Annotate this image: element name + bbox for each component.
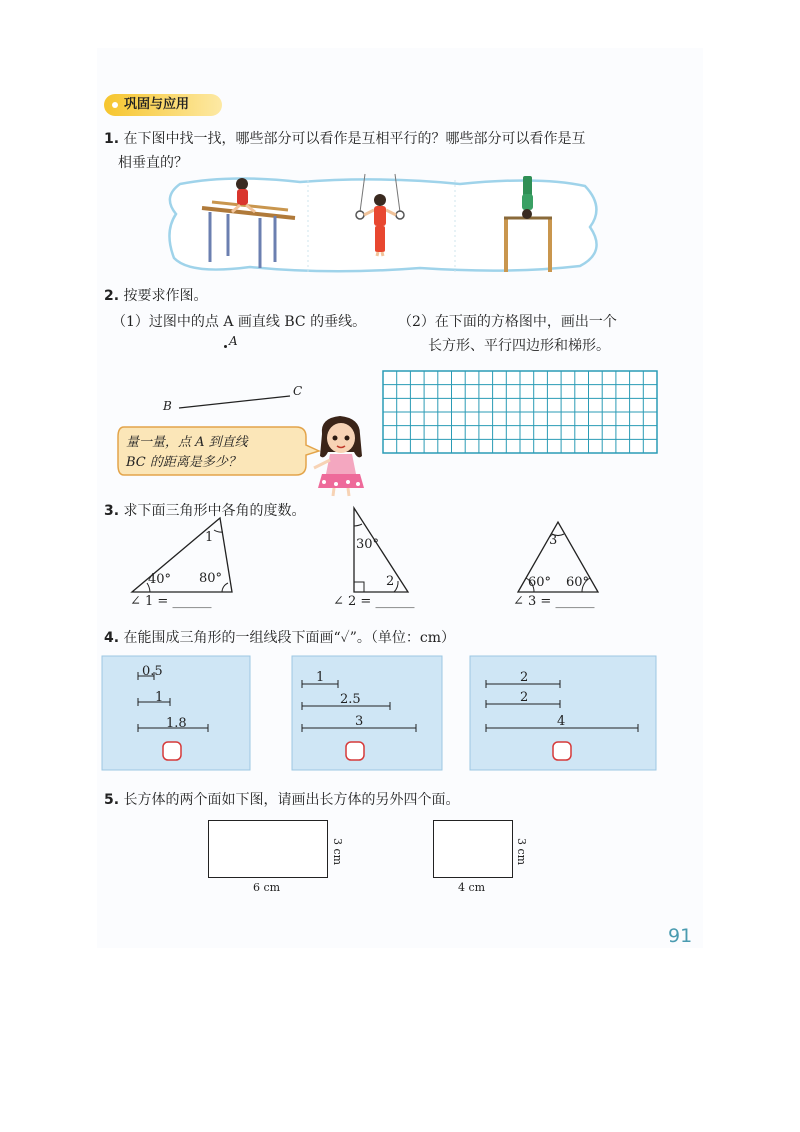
point-a-label: A <box>229 334 238 348</box>
face2-width-label: 4 cm <box>458 881 486 894</box>
section-title: 巩固与应用 <box>124 97 190 112</box>
card-2-checkbox[interactable] <box>346 742 364 760</box>
t3-angle-b: 60° <box>566 575 590 590</box>
card-3 <box>470 656 656 770</box>
card1-seg-c: 1.8 <box>166 716 187 731</box>
t2-mark: 2 <box>386 574 395 589</box>
q5-number: 5. <box>104 792 120 808</box>
q1-line1 <box>104 126 586 152</box>
card2-seg-b: 2.5 <box>340 692 361 707</box>
point-a-dot <box>224 345 227 348</box>
q2-number: 2. <box>104 288 120 304</box>
girl-character-icon <box>310 412 372 498</box>
section-header <box>104 94 222 116</box>
card-2 <box>292 656 442 770</box>
face-1-rect <box>208 820 328 878</box>
bullet-dot-icon <box>112 102 118 108</box>
card-1 <box>102 656 250 770</box>
face1-height-label: 3 cm <box>331 838 344 866</box>
face-2-rect <box>433 820 513 878</box>
q3-number: 3. <box>104 503 120 519</box>
q2-part2-line1: （2）在下面的方格图中，画出一个 <box>398 314 617 330</box>
face1-width-label: 6 cm <box>253 881 281 894</box>
q5-header <box>104 787 460 813</box>
card1-seg-a: 0.5 <box>142 664 163 679</box>
face2-height-label: 3 cm <box>515 838 528 866</box>
bubble-line1: 量一量，点 A 到直线 <box>126 435 248 450</box>
card3-seg-b: 2 <box>520 690 529 705</box>
card-1-checkbox[interactable] <box>163 742 181 760</box>
q1-text-line2: 相垂直的？ <box>118 155 188 171</box>
gymnastics-illustration <box>160 172 610 277</box>
q4-number: 4. <box>104 630 120 646</box>
t2-answer: ∠ 2 = ______ <box>333 594 415 609</box>
t2-angle-a: 30° <box>356 537 380 552</box>
t3-mark: 3 <box>549 533 558 548</box>
point-b-label: B <box>163 399 172 413</box>
q2-header <box>104 283 208 309</box>
card-3-checkbox[interactable] <box>553 742 571 760</box>
q1-text-line1: 在下图中找一找，哪些部分可以看作是互相平行的？哪些部分可以看作是互 <box>123 131 586 147</box>
segment-cards <box>100 654 660 776</box>
page-number: 91 <box>668 925 693 947</box>
q4-header <box>104 625 455 651</box>
point-c-label: C <box>293 384 303 398</box>
t1-angle-a: 40° <box>148 572 172 587</box>
t3-answer: ∠ 3 = ______ <box>513 594 595 609</box>
q2-part1: （1）过图中的点 A 画直线 BC 的垂线。 <box>112 314 367 330</box>
card2-seg-c: 3 <box>355 714 364 729</box>
q2-title: 按要求作图。 <box>123 288 208 304</box>
q2-part2-line2: 长方形、平行四边形和梯形。 <box>428 338 610 354</box>
q5-title: 长方体的两个面如下图，请画出长方体的另外四个面。 <box>123 792 460 808</box>
q3-title: 求下面三角形中各角的度数。 <box>123 503 306 519</box>
t1-answer: ∠ 1 = ______ <box>130 594 212 609</box>
card1-seg-b: 1 <box>155 690 164 705</box>
card2-seg-a: 1 <box>316 670 325 685</box>
card3-seg-a: 2 <box>520 670 529 685</box>
square-grid <box>382 370 658 454</box>
q4-title: 在能围成三角形的一组线段下面画“✓”。（单位：cm） <box>123 630 455 646</box>
bubble-line2: BC 的距离是多少？ <box>126 455 241 470</box>
t1-mark: 1 <box>205 530 214 545</box>
t3-angle-a: 60° <box>528 575 552 590</box>
line-bc <box>175 392 295 412</box>
t1-angle-b: 80° <box>199 571 223 586</box>
card3-seg-c: 4 <box>557 714 566 729</box>
q1-number: 1. <box>104 131 120 147</box>
